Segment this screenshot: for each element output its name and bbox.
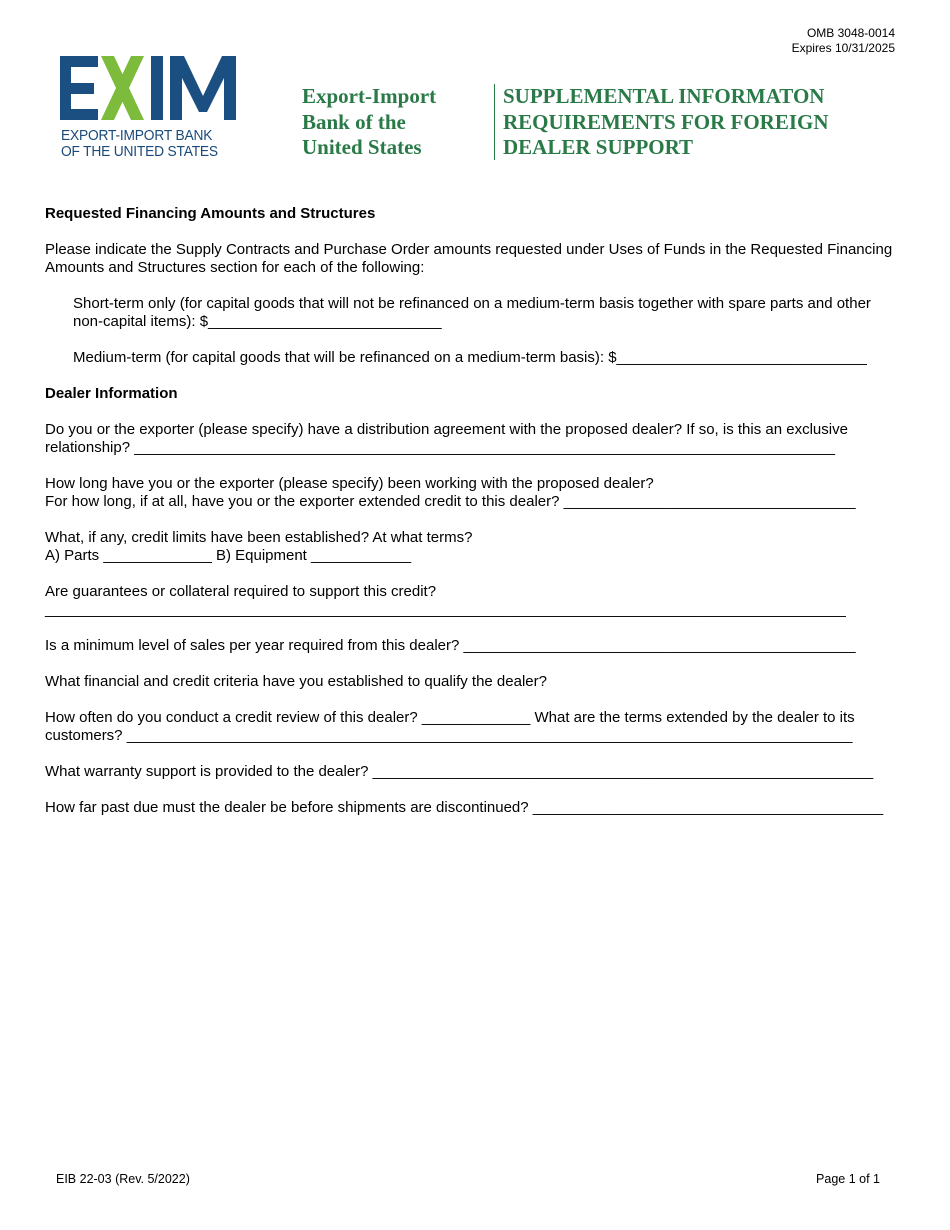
question-distribution-agreement[interactable]: [45, 421, 900, 457]
question-minimum-sales[interactable]: Is a minimum level of sales per year required from this dealer? _______________________________________________: [45, 637, 856, 654]
medium-term-field[interactable]: Medium-term (for capital goods that will be refinanced on a medium-term basis): $______________________________: [73, 349, 867, 366]
bank-name: [302, 84, 436, 161]
exim-logo-mark: [58, 54, 240, 124]
omb-number: OMB 3048-0014: [806, 26, 895, 40]
logo-caption: [61, 128, 232, 160]
form-number: EIB 22-03 (Rev. 5/2022): [56, 1172, 190, 1186]
question-text: How long have you or the exporter (please specify) been working with the proposed dealer?: [45, 475, 654, 492]
short-term-field[interactable]: [45, 295, 900, 331]
form-title: [503, 84, 903, 161]
financing-intro: Please indicate the Supply Contracts and Purchase Order amounts requested under Uses of Funds in the Requested Financing Amounts and Structures section for each of the following:: [45, 241, 893, 276]
question-relationship-duration[interactable]: [45, 475, 900, 511]
question-credit-criteria: What financial and credit criteria have you established to qualify the dealer?: [45, 673, 547, 690]
logo-caption-line2: OF THE UNITED STATES: [61, 144, 218, 160]
bank-name-line: Export-Import: [302, 84, 437, 108]
answer-blank[interactable]: customers? _______________________________________________________________________________________: [45, 727, 853, 744]
question-text: Are guarantees or collateral required to support this credit?: [45, 583, 437, 600]
short-term-label: Short-term only (for capital goods that will not be refinanced on a medium-term basis together with spare parts and other: [73, 295, 871, 312]
form-title-line: SUPPLEMENTAL INFORMATON: [503, 84, 825, 108]
question-text: What, if any, credit limits have been established? At what terms?: [45, 529, 473, 546]
section-heading-dealer: Dealer Information: [45, 385, 178, 402]
form-title-line: REQUIREMENTS FOR FOREIGN: [503, 109, 829, 134]
question-past-due[interactable]: How far past due must the dealer be before shipments are discontinued? __________________________________________: [45, 799, 884, 816]
question-guarantees[interactable]: [45, 583, 900, 619]
page-number: Page 1 of 1: [816, 1172, 880, 1186]
question-text[interactable]: How often do you conduct a credit review of this dealer? _____________ What are the terms extended by the dealer to its: [45, 709, 855, 726]
bank-name-line: Bank of the: [302, 109, 406, 134]
omb-block: [792, 26, 895, 56]
bank-name-line: United States: [302, 135, 422, 159]
section-heading-financing: Requested Financing Amounts and Structures: [45, 205, 376, 222]
answer-blank[interactable]: A) Parts _____________ B) Equipment ____________: [45, 547, 412, 564]
logo-caption-line1: EXPORT-IMPORT BANK: [61, 128, 213, 144]
expiration-date: Expires 10/31/2025: [791, 41, 895, 55]
question-text: Do you or the exporter (please specify) have a distribution agreement with the proposed dealer? If so, is this an exclusive: [45, 421, 848, 438]
short-term-blank[interactable]: non-capital items): $____________________________: [73, 313, 442, 330]
question-credit-review[interactable]: [45, 709, 900, 745]
header-divider: [494, 84, 495, 160]
form-body: [45, 205, 900, 817]
exim-logo: [58, 54, 240, 166]
question-warranty-support[interactable]: What warranty support is provided to the dealer? ____________________________________________________________: [45, 763, 874, 780]
answer-blank[interactable]: ________________________________________________________________________________________________: [45, 601, 846, 618]
answer-blank[interactable]: relationship? ____________________________________________________________________________________: [45, 439, 835, 456]
question-credit-limits[interactable]: [45, 529, 900, 565]
form-title-line: DEALER SUPPORT: [503, 135, 694, 159]
answer-blank[interactable]: For how long, if at all, have you or the exporter extended credit to this dealer? ___________________________________: [45, 493, 856, 510]
